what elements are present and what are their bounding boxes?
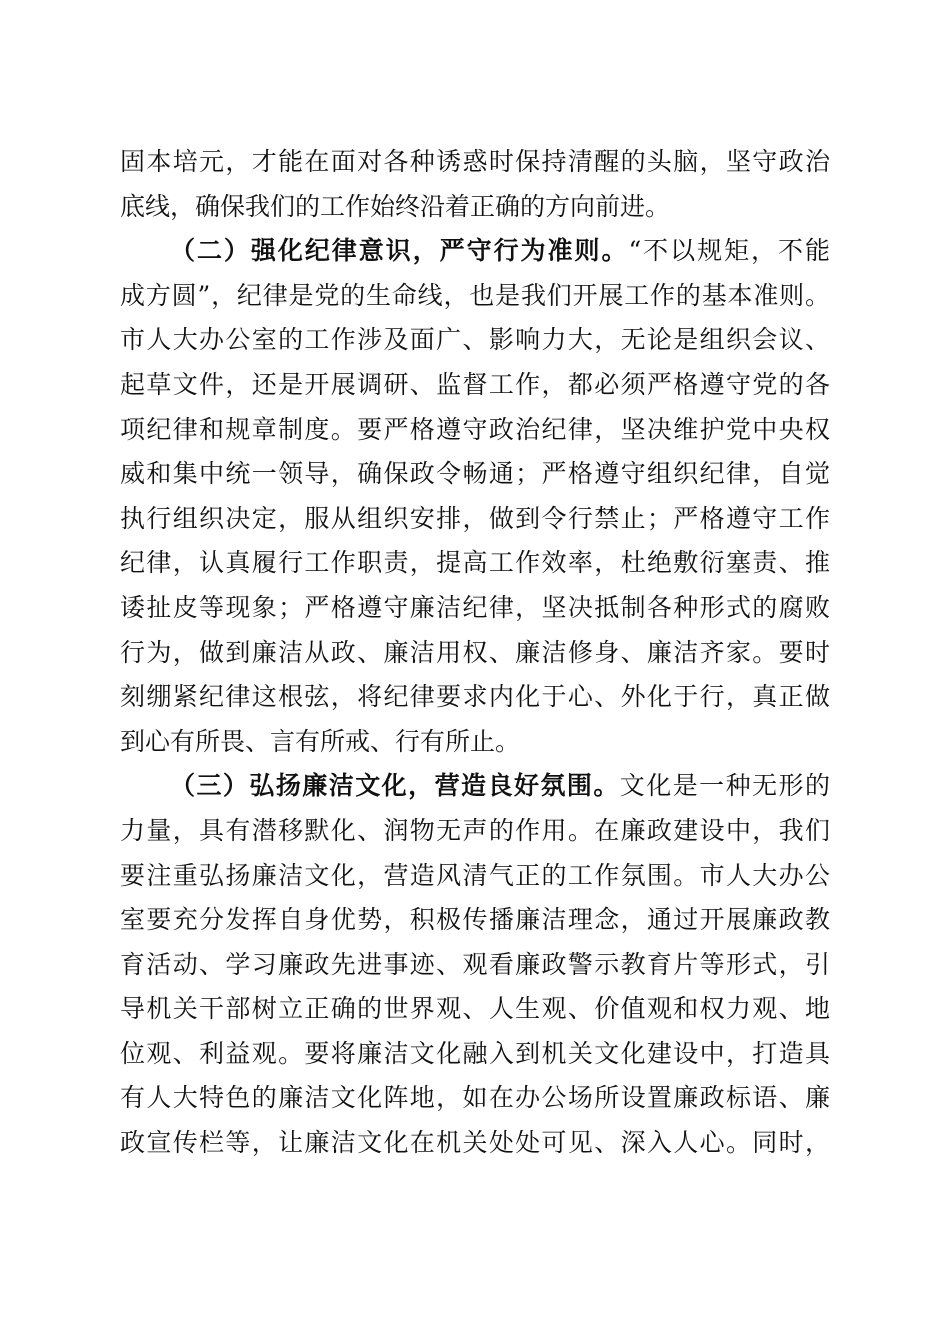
text-line: 要注重弘扬廉洁文化，营造风清气正的工作氛围。市人大办公 [120, 860, 830, 890]
text-line: 到心有所畏、言有所戒、行有所止。 [120, 726, 521, 756]
text-run: 文化是一种无形的 [619, 771, 830, 801]
paragraph [120, 229, 830, 764]
text-line: 室要充分发挥自身优势，积极传播廉洁理念，通过开展廉政教 [120, 905, 830, 935]
text-line: 刻绷紧纪律这根弦，将纪律要求内化于心、外化于行，真正做 [120, 682, 830, 712]
text-line: 位观、利益观。要将廉洁文化融入到机关文化建设中，打造具 [120, 1038, 830, 1068]
text-line: 纪律，认真履行工作职责，提高工作效率，杜绝敷衍塞责、推 [120, 548, 830, 578]
text-line: 行为，做到廉洁从政、廉洁用权、廉洁修身、廉洁齐家。要时 [120, 637, 830, 667]
text-line: 威和集中统一领导，确保政令畅通；严格遵守组织纪律，自觉 [120, 459, 830, 489]
text-line: 底线，确保我们的工作始终沿着正确的方向前进。 [120, 191, 671, 221]
paragraph [120, 764, 830, 1165]
text-line: 诿扯皮等现象；严格遵守廉洁纪律，坚决抵制各种形式的腐败 [120, 592, 830, 622]
text-line: 固本培元，才能在面对各种诱惑时保持清醒的头脑，坚守政治 [120, 147, 830, 176]
text-line: 成方圆”，纪律是党的生命线，也是我们开展工作的基本准则。 [120, 280, 830, 310]
text-line: 执行组织决定，服从组织安排，做到令行禁止；严格遵守工作 [120, 503, 830, 533]
document-body [120, 140, 830, 1166]
text-line [120, 764, 830, 809]
text-run: “不以规矩，不能 [628, 236, 830, 266]
text-line: 力量，具有潜移默化、润物无声的作用。在廉政建设中，我们 [120, 815, 830, 845]
section-heading: （三）弘扬廉洁文化，营造良好氛围。 [170, 771, 620, 801]
text-line: 导机关干部树立正确的世界观、人生观、价值观和权力观、地 [120, 994, 830, 1024]
text-line: 育活动、学习廉政先进事迹、观看廉政警示教育片等形式，引 [120, 949, 830, 979]
text-line: 有人大特色的廉洁文化阵地，如在办公场所设置廉政标语、廉 [120, 1083, 830, 1113]
text-line: 政宣传栏等，让廉洁文化在机关处处可见、深入人心。同时， [120, 1128, 830, 1158]
text-line: 项纪律和规章制度。要严格遵守政治纪律，坚决维护党中央权 [120, 414, 830, 444]
paragraph [120, 140, 830, 229]
text-line [120, 229, 830, 274]
text-line: 市人大办公室的工作涉及面广、影响力大，无论是组织会议、 [120, 325, 830, 355]
text-line: 起草文件，还是开展调研、监督工作，都必须严格遵守党的各 [120, 369, 830, 399]
section-heading: （二）强化纪律意识，严守行为准则。 [170, 236, 629, 266]
